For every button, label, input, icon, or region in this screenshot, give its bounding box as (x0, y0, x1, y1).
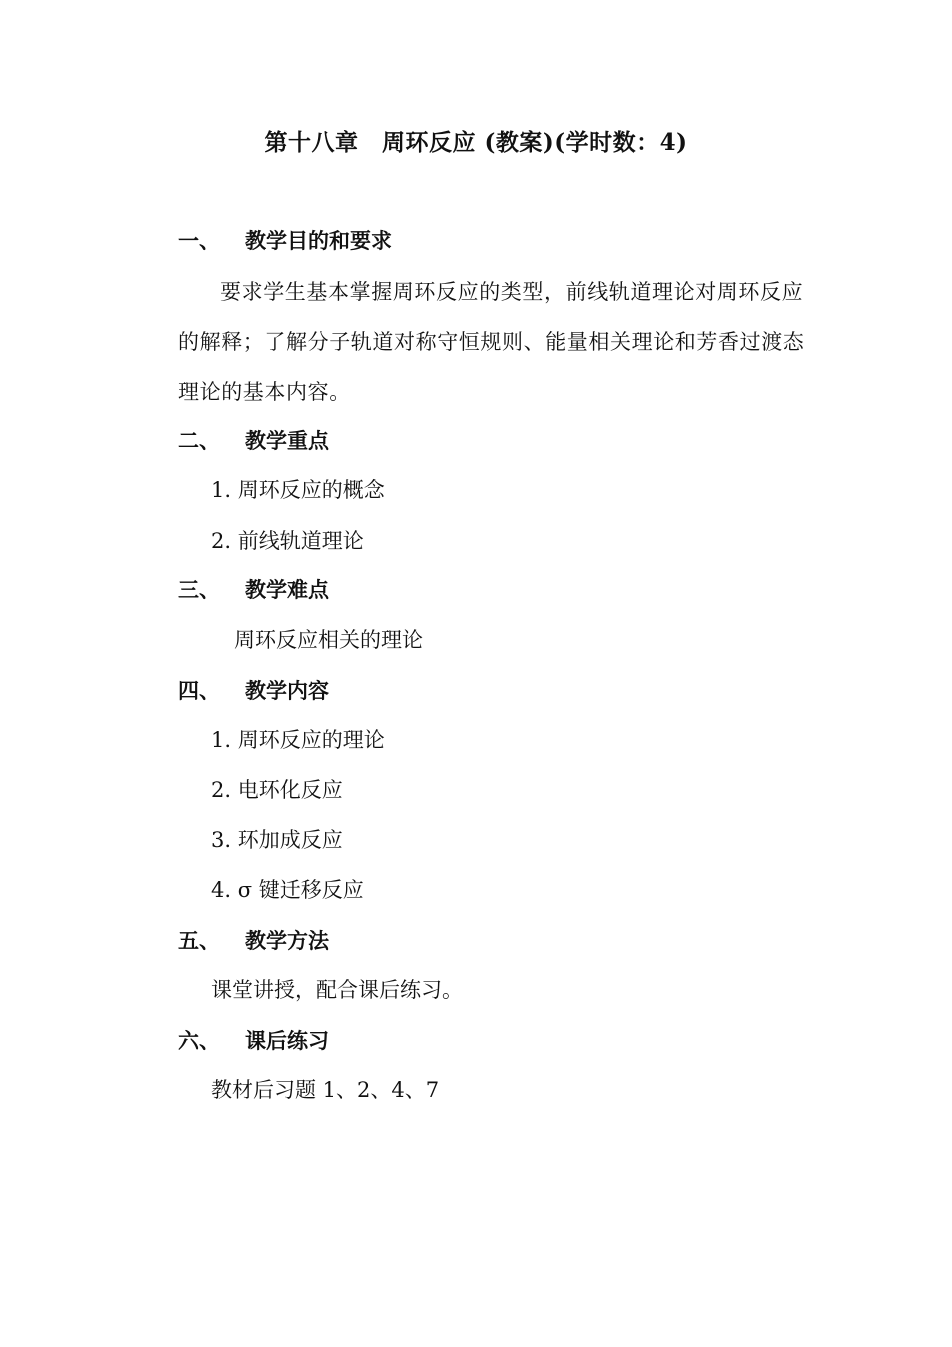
section-heading-6 (178, 1026, 329, 1056)
list-item: 2. 前线轨道理论 (211, 529, 364, 553)
section-number: 四、 (178, 678, 220, 703)
section-number: 五、 (178, 928, 220, 953)
list-item: 4. σ 键迁移反应 (211, 878, 364, 902)
document-title: 第十八章 周环反应 (教案)(学时数：4) (264, 129, 688, 156)
section-title: 教学难点 (245, 577, 329, 602)
section-title: 课后练习 (245, 1028, 329, 1053)
section-number: 二、 (178, 428, 220, 453)
section-text-3: 周环反应相关的理论 (234, 628, 423, 652)
section-text-6: 教材后习题 1、2、4、7 (211, 1078, 440, 1102)
section-paragraph-1: 要求学生基本掌握周环反应的类型，前线轨道理论对周环反应的解释；了解分子轨道对称守恒规则、能量相关理论和芳香过渡态理论的基本内容。 (178, 280, 805, 404)
section-heading-4 (178, 676, 329, 706)
section-title: 教学目的和要求 (245, 228, 392, 253)
section-number: 六、 (178, 1028, 220, 1053)
list-item: 3. 环加成反应 (211, 828, 343, 852)
section-heading-2 (178, 426, 329, 456)
section-number: 三、 (178, 577, 220, 602)
section-heading-5 (178, 926, 329, 956)
list-item: 1. 周环反应的概念 (211, 478, 385, 502)
list-item: 1. 周环反应的理论 (211, 728, 385, 752)
section-text-5: 课堂讲授，配合课后练习。 (211, 978, 463, 1002)
section-number: 一、 (178, 228, 220, 253)
section-heading-1 (178, 226, 392, 256)
section-title: 教学内容 (245, 678, 329, 703)
section-heading-3 (178, 575, 329, 605)
section-title: 教学重点 (245, 428, 329, 453)
section-title: 教学方法 (245, 928, 329, 953)
list-item: 2. 电环化反应 (211, 778, 343, 802)
